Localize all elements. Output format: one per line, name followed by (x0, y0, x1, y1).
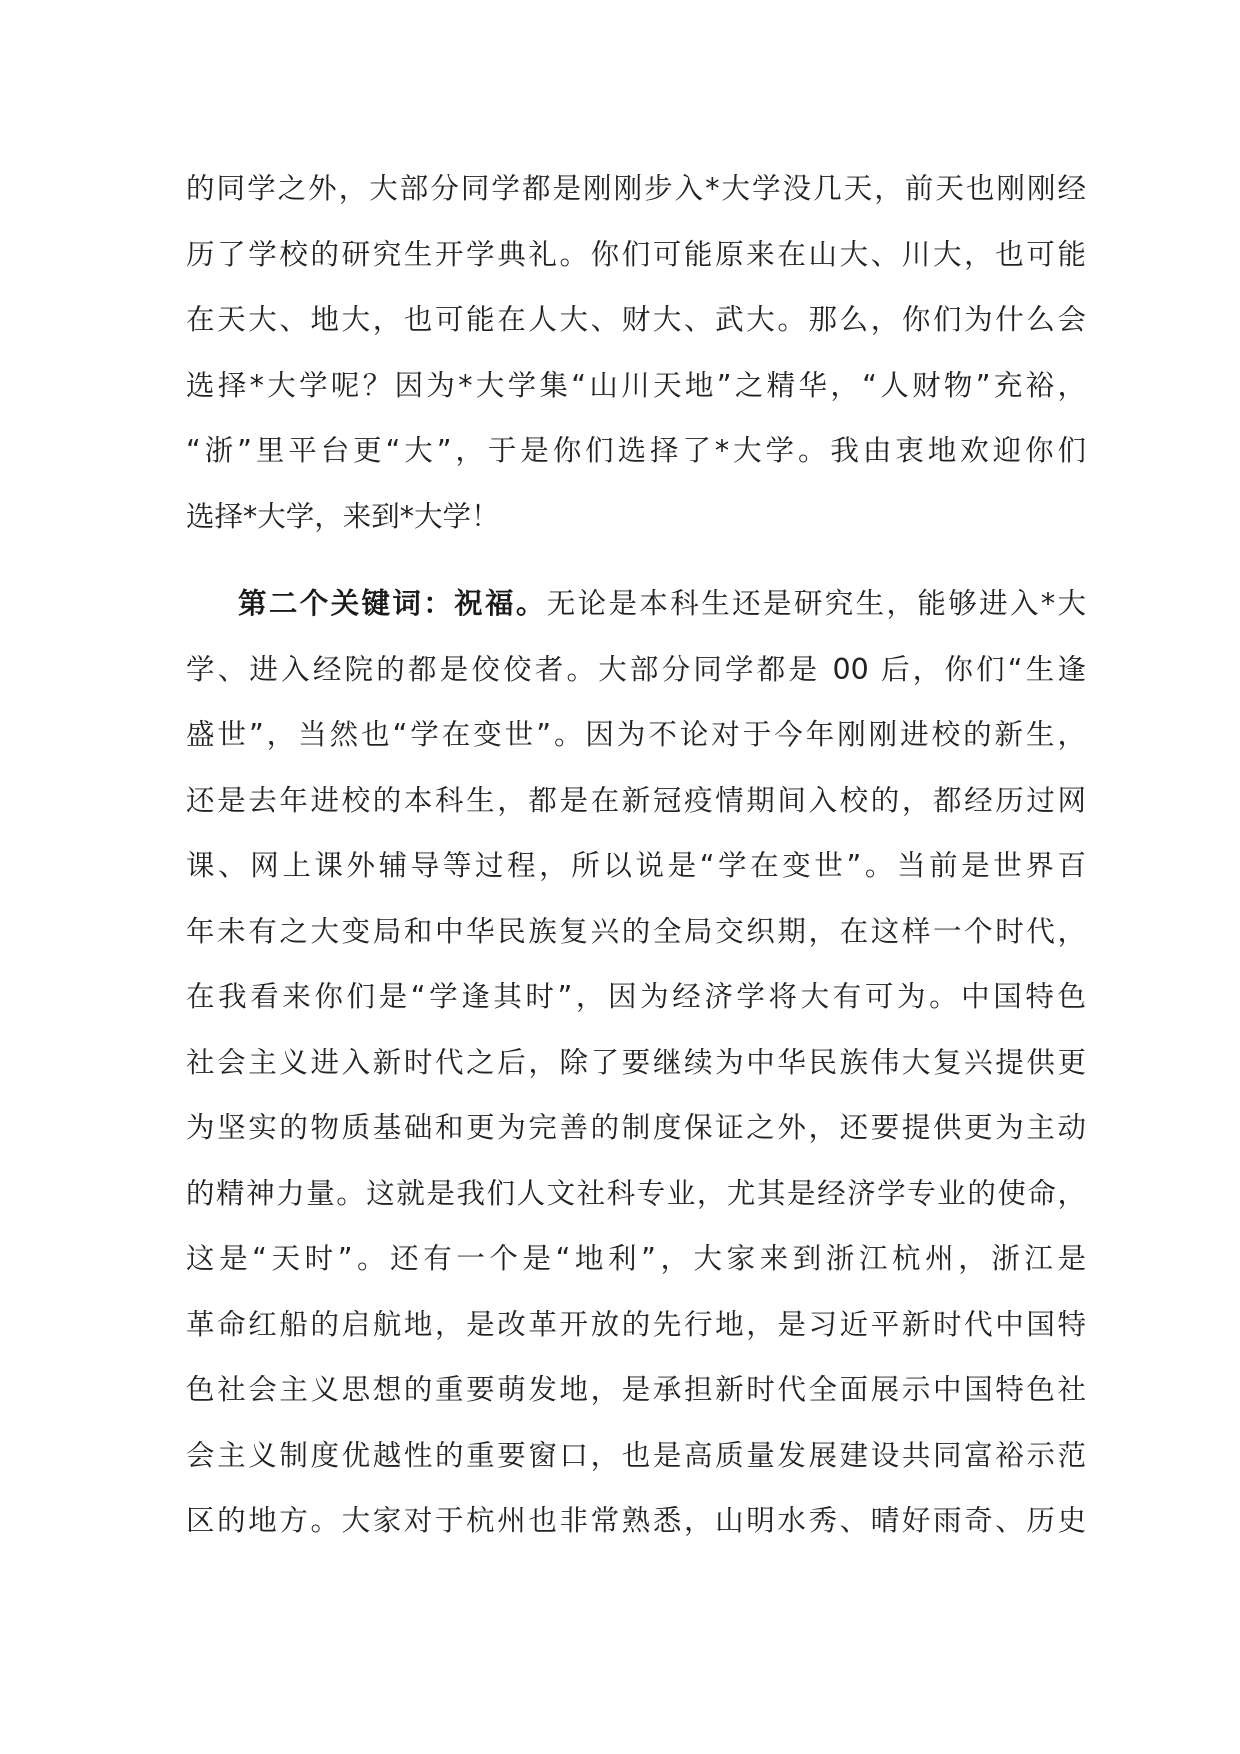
paragraph-intro-continuation (186, 170, 1086, 563)
text-line: 的同学之外，大部分同学都是刚刚步入*大学没几天，前天也刚刚经 (186, 172, 1086, 205)
text-line: 的精神力量。这就是我们人文社科专业，尤其是经济学专业的使命， (186, 1176, 1086, 1210)
text-line: 区的地方。大家对于杭州也非常熟悉，山明水秀、晴好雨奇、历史 (186, 1504, 1086, 1537)
text-line: 在天大、地大，也可能在人大、财大、武大。那么，你们为什么会 (186, 303, 1086, 336)
document-body (186, 170, 1086, 1568)
text-line: 色社会主义思想的重要萌发地，是承担新时代全面展示中国特色社 (186, 1373, 1086, 1406)
text-line: 课、网上课外辅导等过程，所以说是“学在变世”。当前是世界百 (186, 849, 1086, 882)
keyword-heading: 第二个关键词：祝福。 (238, 587, 547, 620)
text-line: 学、进入经院的都是佼佼者。大部分同学都是 00 后，你们“生逢 (186, 652, 1086, 686)
paragraph-keyword-two (186, 585, 1086, 1568)
text-line: 社会主义进入新时代之后，除了要继续为中华民族伟大复兴提供更 (186, 1045, 1086, 1079)
text-line: 这是“天时”。还有一个是“地利”，大家来到浙江杭州，浙江是 (186, 1242, 1086, 1275)
text-line (186, 585, 1086, 651)
text-line: 选择*大学，来到*大学！ (186, 499, 500, 533)
text-line: 历了学校的研究生开学典礼。你们可能原来在山大、川大，也可能 (186, 237, 1086, 271)
keyword-line-rest: 无论是本科生还是研究生，能够进入*大 (546, 587, 1086, 620)
text-line: 选择*大学呢？因为*大学集“山川天地”之精华，“人财物”充裕， (186, 368, 1086, 402)
text-line: 革命红船的启航地，是改革开放的先行地，是习近平新时代中国特 (186, 1307, 1086, 1341)
text-line: 在我看来你们是“学逢其时”，因为经济学将大有可为。中国特色 (186, 980, 1086, 1013)
text-line: 还是去年进校的本科生，都是在新冠疫情期间入校的，都经历过网 (186, 783, 1086, 817)
text-line: 会主义制度优越性的重要窗口，也是高质量发展建设共同富裕示范 (186, 1438, 1086, 1472)
text-line: 年未有之大变局和中华民族复兴的全局交织期，在这样一个时代， (186, 914, 1086, 948)
text-line: 为坚实的物质基础和更为完善的制度保证之外，还要提供更为主动 (186, 1111, 1086, 1144)
text-line: “浙”里平台更“大”，于是你们选择了*大学。我由衷地欢迎你们 (186, 434, 1086, 467)
text-line: 盛世”，当然也“学在变世”。因为不论对于今年刚刚进校的新生， (186, 718, 1086, 751)
